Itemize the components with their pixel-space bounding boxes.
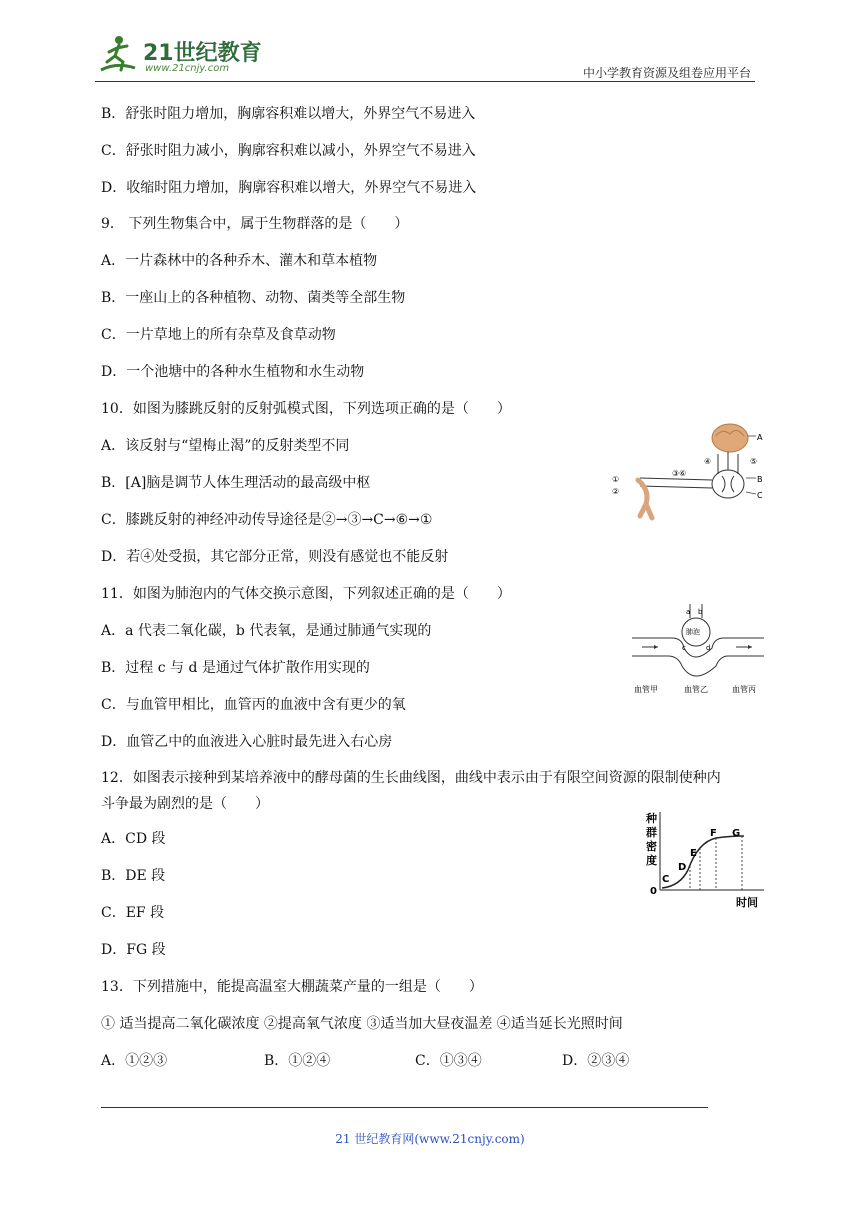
q13-option-d: D．②③④	[562, 1053, 630, 1069]
q10-stem: 10．如图为膝跳反射的反射弧模式图，下列选项正确的是（ ）	[101, 401, 511, 417]
growth-ylabel-1: 种	[646, 812, 657, 825]
q10-option-c: C．膝跳反射的神经冲动传导途径是②→③→C→⑥→①	[101, 512, 433, 528]
q8-option-c: C．舒张时阻力减小，胸廓容积难以减小，外界空气不易进入	[101, 143, 476, 159]
logo-url: www.21cnjy.com	[145, 63, 230, 74]
growth-point-g: G	[732, 828, 741, 839]
q10-option-a: A．该反射与“望梅止渴”的反射类型不同	[101, 438, 350, 454]
alveolus-label-feipao: 肺泡	[686, 628, 700, 636]
growth-xlabel: 时间	[736, 896, 758, 909]
reflex-label-1: ①	[612, 475, 620, 484]
reflex-label-36: ③⑥	[672, 469, 687, 478]
growth-point-c: C	[662, 874, 670, 885]
q10-option-b: B．[A]脑是调节人体生理活动的最高级中枢	[101, 475, 371, 491]
growth-point-d: D	[678, 862, 687, 873]
q12-option-b: B．DE 段	[101, 868, 166, 884]
q13-stem: 13．下列措施中，能提高温室大棚蔬菜产量的一组是（ ）	[101, 979, 483, 995]
q13-option-b: B．①②④	[264, 1053, 331, 1069]
q9-option-a: A．一片森林中的各种乔木、灌木和草本植物	[101, 253, 378, 269]
growth-point-f: F	[710, 828, 717, 839]
q9-stem: 9． 下列生物集合中，属于生物群落的是（ ）	[101, 216, 409, 232]
growth-ylabel-4: 度	[646, 854, 657, 867]
reflex-label-a: A	[757, 433, 763, 442]
q13-items: ① 适当提高二氧化碳浓度 ②提高氧气浓度 ③适当加大昼夜温差 ④适当延长光照时间	[101, 1016, 623, 1032]
q8-option-b: B．舒张时阻力增加，胸廓容积难以增大，外界空气不易进入	[101, 106, 476, 122]
q12-option-c: C．EF 段	[101, 905, 165, 921]
reflex-arc-figure	[610, 420, 770, 525]
reflex-label-2: ②	[612, 487, 620, 496]
q13-option-a: A．①②③	[101, 1053, 168, 1069]
q12-stem-line1: 12．如图表示接种到某培养液中的酵母菌的生长曲线图，曲线中表示由于有限空间资源的限制使种内	[101, 770, 721, 786]
reflex-label-c: C	[757, 491, 763, 500]
q13-option-c: C．①③④	[415, 1053, 482, 1069]
q12-option-d: D．FG 段	[101, 942, 166, 958]
footer-link[interactable]: 21 世纪教育网(www.21cnjy.com)	[335, 1132, 525, 1146]
alveolus-figure	[628, 600, 768, 700]
growth-point-e: E	[690, 848, 697, 859]
q9-option-d: D．一个池塘中的各种水生植物和水生动物	[101, 364, 365, 380]
q8-option-d: D．收缩时阻力增加，胸廓容积难以增大，外界空气不易进入	[101, 180, 477, 196]
growth-origin: 0	[650, 886, 657, 897]
growth-ylabel-3: 密	[646, 840, 657, 853]
alveolus-label-bing: 血管丙	[732, 685, 756, 694]
alveolus-label-b: b	[698, 608, 703, 616]
growth-curve-figure	[640, 808, 770, 912]
growth-ylabel-2: 群	[646, 826, 657, 839]
reflex-label-4: ④	[704, 457, 712, 466]
alveolus-label-a: a	[686, 608, 691, 616]
alveolus-label-yi: 血管乙	[684, 685, 708, 694]
q12-stem-line2: 斗争最为剧烈的是（ ）	[101, 796, 269, 812]
page-header	[95, 32, 755, 82]
reflex-label-b: B	[757, 475, 763, 484]
alveolus-label-c: c	[682, 644, 686, 652]
q9-option-c: C．一片草地上的所有杂草及食草动物	[101, 327, 336, 343]
q11-option-d: D．血管乙中的血液进入心脏时最先进入右心房	[101, 734, 393, 750]
platform-name: 中小学教育资源及组卷应用平台	[582, 66, 751, 80]
logo-text: 21世纪教育	[143, 41, 262, 66]
alveolus-label-d: d	[706, 644, 711, 652]
reflex-label-5: ⑤	[750, 457, 758, 466]
footer-divider	[101, 1107, 708, 1108]
q10-option-d: D．若④处受损，其它部分正常，则没有感觉也不能反射	[101, 549, 449, 565]
q11-option-c: C．与血管甲相比，血管丙的血液中含有更少的氧	[101, 697, 406, 713]
q11-stem: 11．如图为肺泡内的气体交换示意图，下列叙述正确的是（ ）	[101, 586, 511, 602]
q11-option-b: B．过程 c 与 d 是通过气体扩散作用实现的	[101, 660, 370, 676]
alveolus-label-jia: 血管甲	[634, 685, 658, 694]
q9-option-b: B．一座山上的各种植物、动物、菌类等全部生物	[101, 290, 406, 306]
q12-option-a: A．CD 段	[101, 831, 166, 847]
q11-option-a: A．a 代表二氧化碳，b 代表氧，是通过肺通气实现的	[101, 623, 432, 639]
header-divider	[95, 81, 755, 82]
